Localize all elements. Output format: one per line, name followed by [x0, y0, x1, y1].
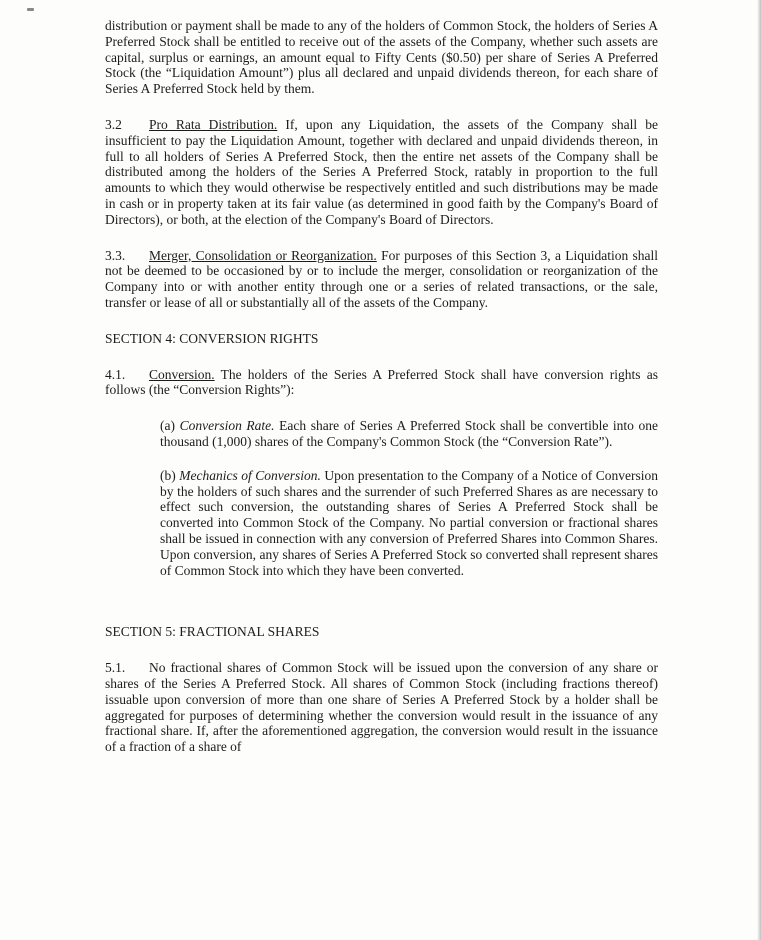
clause-4-1-body: The holders of the Series A Preferred Stock shall have conversion rights as follows (the “Conversion Rights”): — [105, 366, 658, 398]
subclause-b-heading: Mechanics of Conversion. — [179, 467, 321, 483]
page-content — [105, 18, 658, 775]
subclause-a — [160, 418, 658, 450]
clause-3-2-body: If, upon any Liquidation, the assets of the Company shall be insufficient to pay the Liquidation Amount, together with declared and unpaid dividends thereon, in full to all holders of Series A Preferred Stock, then the entire net assets of the Company shall be distributed among the holders of the Series A Preferred Stock, ratably in proportion to the full amounts to which they would otherwise be respectively entitled and such distributions may be made in cash or in property taken at its fair value (as determined in good faith by the Company's Board of Directors), or both, at the election of the Company's Board of Directors. — [105, 116, 659, 227]
clause-5-1 — [105, 660, 658, 755]
subclause-b-body: Upon presentation to the Company of a Notice of Conversion by the holders of such shares and the surrender of such Preferred Shares as are necessary to effect such conversion, the outstanding shares of Series A Preferred Stock shall be converted into Common Stock of the Company. No partial conversion or fractional shares shall be issued in connection with any conversion of Preferred Shares into Common Shares. Upon conversion, any shares of Series A Preferred Stock so converted shall represent shares of Common Stock into which they have been converted. — [160, 467, 658, 578]
scan-edge-shadow — [757, 0, 761, 940]
clause-3-2-heading: Pro Rata Distribution. — [149, 116, 278, 132]
section-5-title — [105, 624, 658, 640]
paragraph-liquidation-continuation — [105, 18, 658, 97]
clause-3-2-number: 3.2 — [105, 116, 122, 132]
clause-4-1-heading: Conversion. — [149, 366, 215, 382]
clause-3-2 — [105, 117, 658, 228]
subclause-a-heading: Conversion Rate. — [179, 418, 275, 434]
clause-3-3-body: For purposes of this Section 3, a Liquidation shall not be deemed to be occasioned by or to include the merger, consolidation or reorganization of the Company into or with another entity through one or a series of related transactions, or the sale, transfer or lease of all or substantially all of the assets of the Company. — [105, 247, 659, 310]
scan-artifact-mark — [27, 8, 34, 11]
clause-3-3-number: 3.3. — [105, 247, 126, 263]
clause-4-1-number: 4.1. — [105, 366, 126, 382]
subclause-b-label: (b) — [160, 467, 176, 483]
clause-3-3-heading: Merger, Consolidation or Reorganization. — [149, 247, 377, 263]
section-4-title — [105, 331, 658, 347]
clause-3-3 — [105, 248, 658, 311]
section-5-title-text: SECTION 5: FRACTIONAL SHARES — [105, 624, 320, 640]
subclause-a-label: (a) — [160, 418, 175, 434]
subclause-b — [160, 468, 658, 579]
subclause-a-body: Each share of Series A Preferred Stock shall be convertible into one thousand (1,000) shares of the Company's Common Stock (the “Conversion Rate”). — [160, 418, 658, 449]
section-gap — [105, 596, 658, 610]
paragraph-liquidation-text: distribution or payment shall be made to any of the holders of Common Stock, the holders of Series A Preferred Stock shall be entitled to receive out of the assets of the Company, whether such assets are capital, surplus or earnings, an amount equal to Fifty Cents ($0.50) per share of Series A Preferred Stock (the “Liquidation Amount”) plus all declared and unpaid dividends thereon, for each share of Series A Preferred Stock held by them. — [105, 18, 658, 97]
section-4-title-text: SECTION 4: CONVERSION RIGHTS — [105, 330, 319, 346]
clause-4-1 — [105, 367, 658, 399]
clause-5-1-number: 5.1. — [105, 660, 126, 676]
clause-5-1-body: No fractional shares of Common Stock will be issued upon the conversion of any share or shares of the Series A Preferred Stock. All shares of Common Stock (including fractions thereof) issuable upon conversion of more than one share of Series A Preferred Stock by a holder shall be aggregated for purposes of determining whether the conversion would result in the issuance of any fractional share. If, after the aforementioned aggregation, the conversion would result in the issuance of a fraction of a share of — [105, 660, 658, 755]
